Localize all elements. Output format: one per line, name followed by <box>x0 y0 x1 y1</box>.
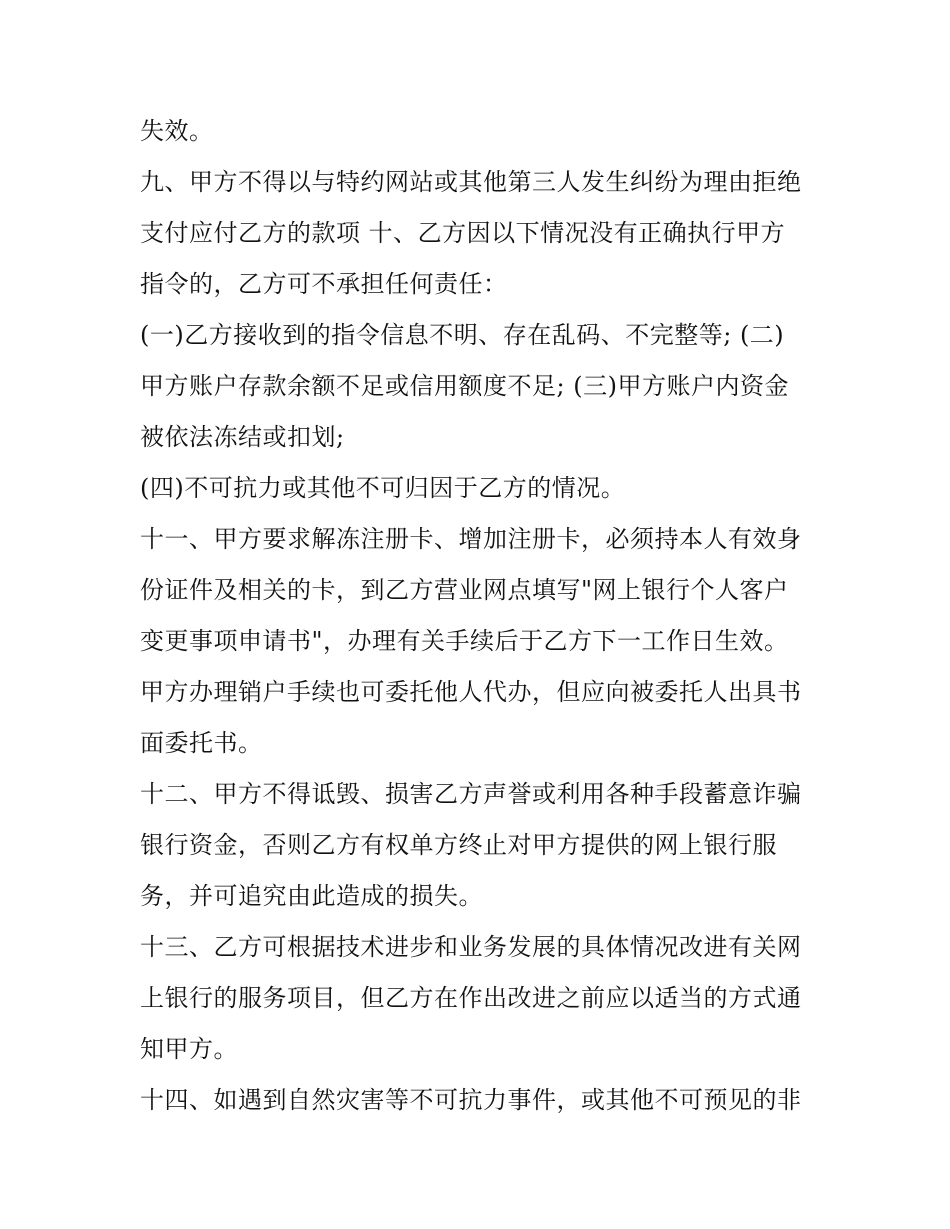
text-line: 十一、甲方要求解冻注册卡、增加注册卡，必须持本人有效身 <box>140 525 802 553</box>
text-line: 上银行的服务项目，但乙方在作出改进之前应以适当的方式通 <box>140 984 802 1012</box>
text-line: 份证件及相关的卡，到乙方营业网点填写"网上银行个人客户 <box>140 576 789 604</box>
text-line: (四)不可抗力或其他不可归因于乙方的情况。 <box>140 474 626 502</box>
document-body <box>140 106 820 1126</box>
text-line: 知甲方。 <box>140 1035 238 1063</box>
text-line: 银行资金，否则乙方有权单方终止对甲方提供的网上银行服 <box>140 831 777 859</box>
text-line: 指令的，乙方可不承担任何责任： <box>140 270 508 298</box>
text-line: 十四、如遇到自然灾害等不可抗力事件，或其他不可预见的非 <box>140 1086 802 1114</box>
text-line: 被依法冻结或扣划; <box>140 423 345 451</box>
text-line: 变更事项申请书"，办理有关手续后于乙方下一工作日生效。 <box>140 627 789 655</box>
text-line: (一)乙方接收到的指令信息不明、存在乱码、不完整等; (二) <box>140 321 785 349</box>
text-line: 支付应付乙方的款项 十、乙方因以下情况没有正确执行甲方 <box>140 219 786 247</box>
text-line: 面委托书。 <box>140 729 263 757</box>
text-line: 九、甲方不得以与特约网站或其他第三人发生纠纷为理由拒绝 <box>140 168 802 196</box>
text-line: 甲方账户存款余额不足或信用额度不足; (三)甲方账户内资金 <box>140 372 789 400</box>
text-line: 失效。 <box>140 117 214 145</box>
text-line: 十三、乙方可根据技术进步和业务发展的具体情况改进有关网 <box>140 933 802 961</box>
text-line: 务，并可追究由此造成的损失。 <box>140 882 483 910</box>
text-line: 甲方办理销户手续也可委托他人代办，但应向被委托人出具书 <box>140 678 802 706</box>
text-line: 十二、甲方不得诋毁、损害乙方声誉或利用各种手段蓄意诈骗 <box>140 780 802 808</box>
